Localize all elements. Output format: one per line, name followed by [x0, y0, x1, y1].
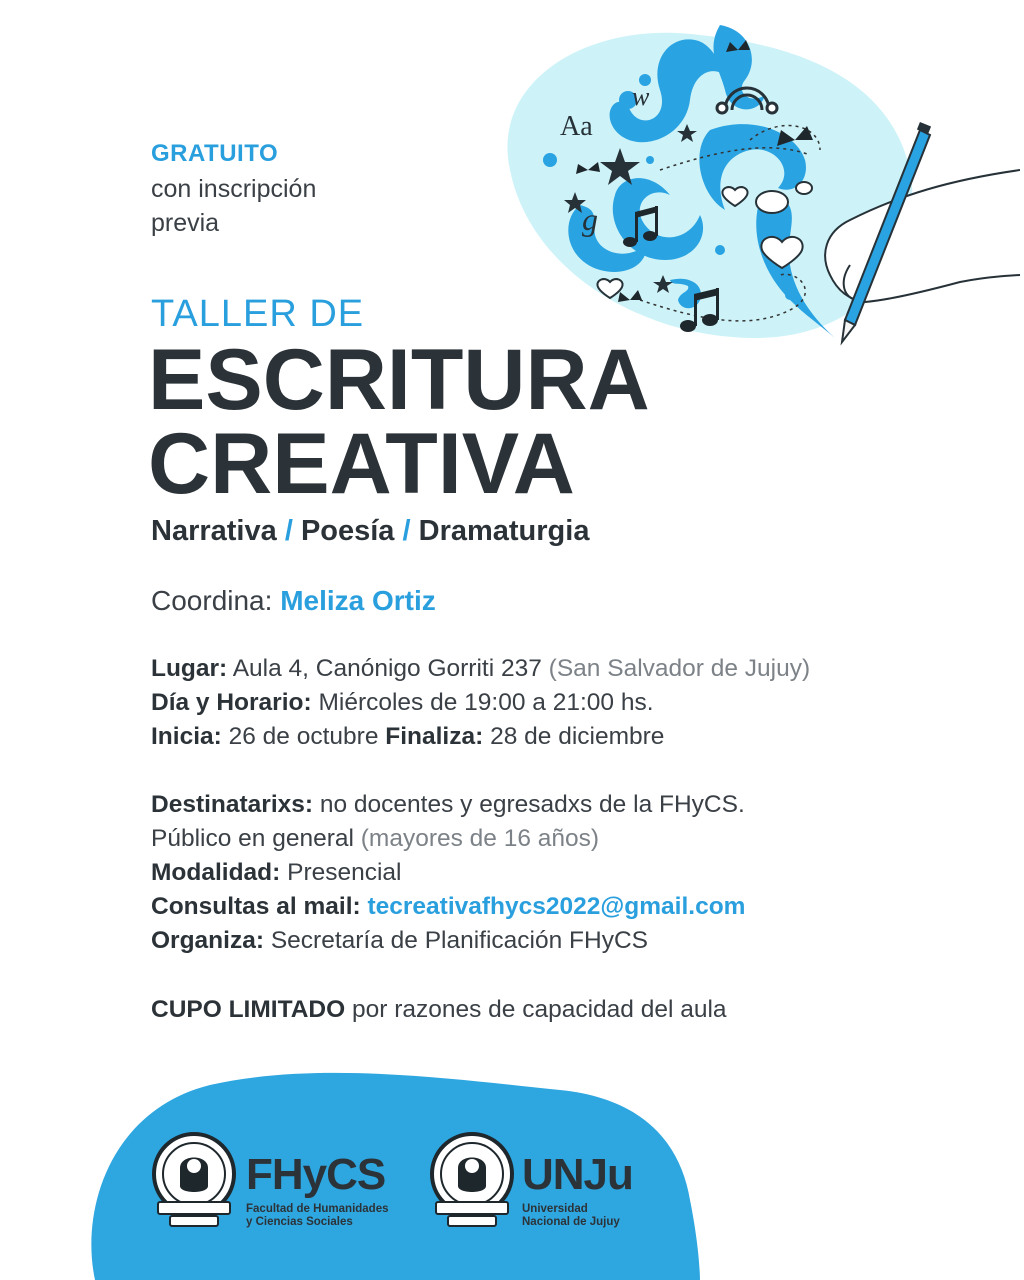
organizer-value: Secretaría de Planificación FHyCS	[270, 927, 649, 954]
schedule-label: Día y Horario:	[151, 689, 312, 716]
registration-note-line-2: previa	[151, 209, 220, 237]
heart-icon	[597, 279, 622, 298]
registration-note-line-1: con inscripción	[151, 175, 317, 203]
audience-value: no docentes y egresadxs de la FHyCS.	[319, 791, 745, 818]
registration-note	[151, 172, 391, 240]
heart-icon	[722, 187, 747, 206]
free-label: GRATUITO	[151, 140, 279, 167]
genres-line	[151, 515, 589, 548]
main-title	[148, 332, 650, 512]
main-title-line-2: CREATIVA	[148, 416, 575, 512]
audience-public: Público en general	[151, 825, 354, 852]
modality-line	[151, 856, 745, 890]
audience-line-2	[151, 822, 745, 856]
speech-bubble-icon	[796, 182, 812, 194]
audience-age: (mayores de 16 años)	[360, 825, 600, 852]
coordinator-name: Meliza Ortiz	[280, 585, 436, 616]
coordinator-line	[151, 585, 436, 617]
location-value: Aula 4, Canónigo Gorriti 237	[232, 655, 542, 682]
end-label: Finaliza:	[385, 723, 484, 750]
fhycs-name: FHyCS	[246, 1150, 386, 1199]
contact-email-link[interactable]: tecreativafhycs2022@gmail.com	[367, 893, 746, 920]
svg-text:g: g	[582, 201, 598, 237]
university-seal-icon	[150, 1130, 238, 1230]
genre-poetry: Poesía	[300, 515, 395, 547]
swirl-shapes	[543, 25, 835, 338]
dates-line	[151, 720, 810, 754]
writing-illustration	[520, 20, 1020, 350]
details-audience-contact	[151, 788, 745, 958]
coordinator-label: Coordina:	[151, 585, 273, 616]
capacity-text: por razones de capacidad del aula	[351, 996, 727, 1023]
university-seal-icon	[428, 1130, 516, 1230]
hand-icon	[825, 170, 1020, 302]
location-city: (San Salvador de Jujuy)	[548, 655, 811, 682]
contact-line	[151, 890, 745, 924]
organizer-line	[151, 924, 745, 958]
location-label: Lugar:	[151, 655, 228, 682]
audience-label: Destinatarixs:	[151, 791, 314, 818]
start-value: 26 de octubre	[228, 723, 379, 750]
genre-narrative: Narrativa	[151, 515, 277, 547]
svg-text:w: w	[632, 82, 650, 111]
details-location-time	[151, 652, 810, 754]
genre-separator: /	[284, 515, 293, 547]
start-label: Inicia:	[151, 723, 222, 750]
unju-name: UNJu	[522, 1150, 633, 1199]
unju-subtitle	[522, 1203, 620, 1229]
fhycs-logo	[150, 1130, 410, 1240]
main-title-line-1: ESCRITURA	[148, 332, 650, 428]
fhycs-subtitle-1: Facultad de Humanidades	[246, 1203, 389, 1215]
unju-logo	[428, 1130, 648, 1240]
speech-bubble-icon	[756, 191, 788, 213]
genre-drama: Dramaturgia	[418, 515, 590, 547]
title-prefix: TALLER DE	[151, 293, 365, 335]
fhycs-subtitle	[246, 1203, 389, 1229]
audience-line	[151, 788, 745, 822]
end-value: 28 de diciembre	[490, 723, 665, 750]
modality-label: Modalidad:	[151, 859, 281, 886]
unju-subtitle-1: Universidad	[522, 1203, 588, 1215]
svg-text:Aa: Aa	[560, 111, 593, 142]
organizer-label: Organiza:	[151, 927, 264, 954]
schedule-value: Miércoles de 19:00 a 21:00 hs.	[318, 689, 654, 716]
contact-label: Consultas al mail:	[151, 893, 361, 920]
capacity-note	[151, 993, 727, 1027]
fhycs-subtitle-2: y Ciencias Sociales	[246, 1216, 353, 1228]
modality-value: Presencial	[287, 859, 402, 886]
capacity-label: CUPO LIMITADO	[151, 996, 346, 1023]
unju-subtitle-2: Nacional de Jujuy	[522, 1216, 620, 1228]
schedule-line	[151, 686, 810, 720]
genre-separator: /	[402, 515, 411, 547]
location-line	[151, 652, 810, 686]
music-note-icon	[623, 206, 719, 332]
